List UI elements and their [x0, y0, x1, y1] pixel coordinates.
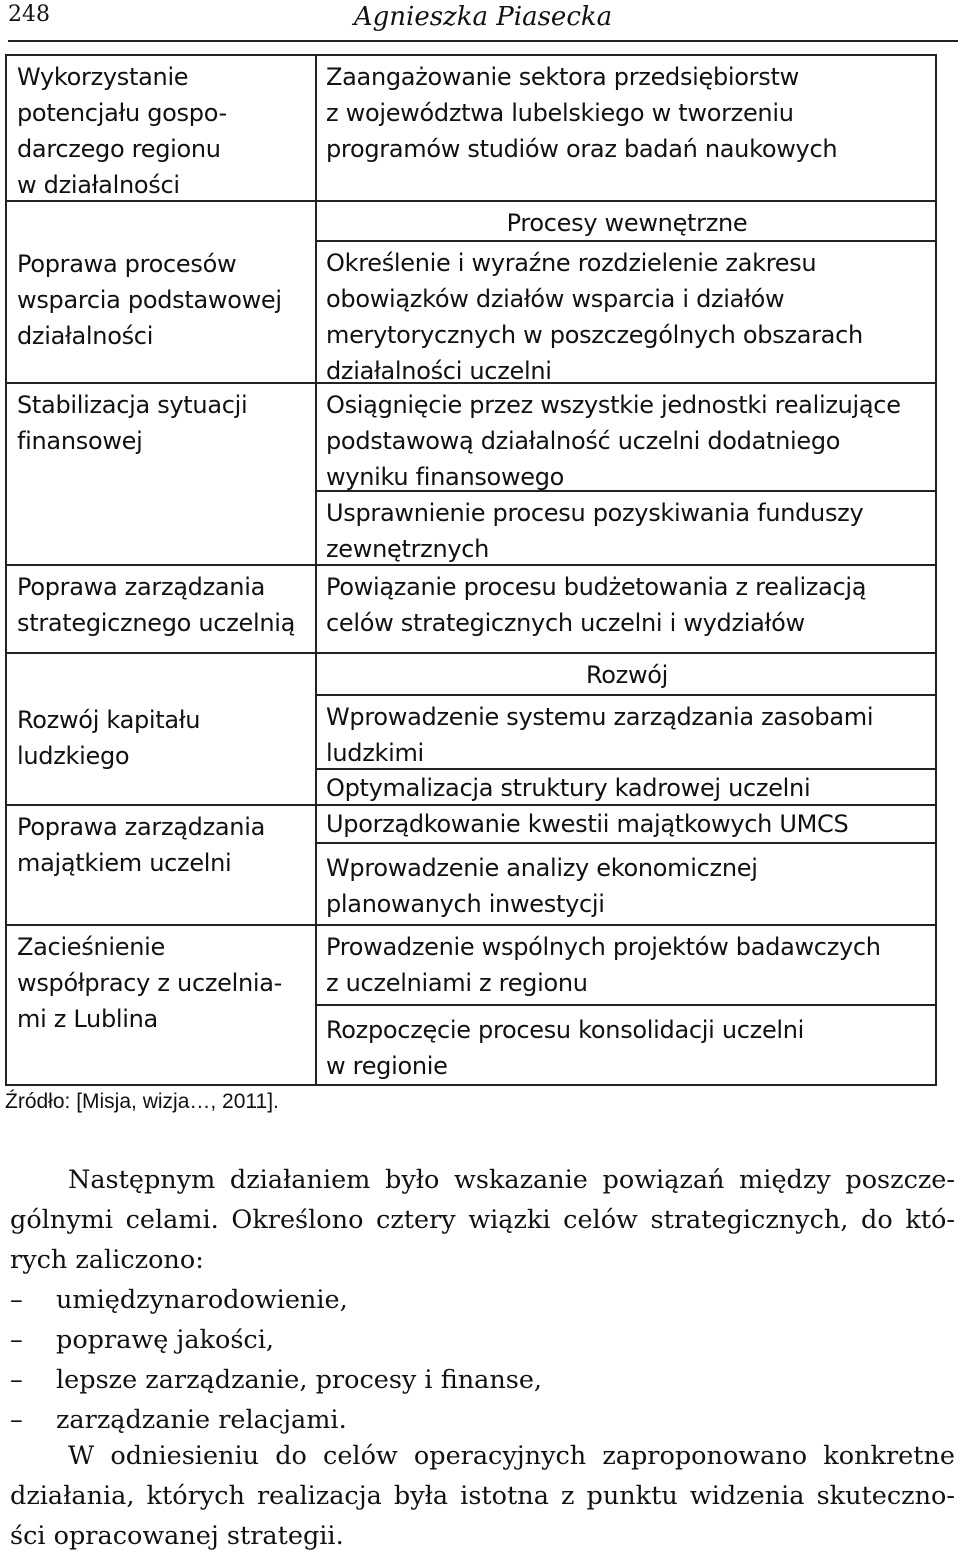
strategic-goals-list — [10, 1280, 950, 1440]
table-cell-right: Prowadzenie wspólnych projektów badawczych z uczelniami z regionu — [315, 924, 937, 1006]
list-item: – umiędzynarodowienie, — [10, 1280, 950, 1320]
table-cell-left: Stabilizacja sytuacji finansowej — [5, 382, 317, 566]
table-cell-right: Zaangażowanie sektora przedsiębiorstw z województwa lubelskiego w tworzeniu programów studiów oraz badań naukowych — [315, 54, 937, 202]
table-cell-left: Poprawa zarządzania majątkiem uczelni — [5, 804, 317, 926]
table-section-header: Procesy wewnętrzne — [315, 200, 937, 242]
running-head-author: Agnieszka Piasecka — [353, 2, 613, 32]
list-dash: – — [10, 1365, 23, 1395]
body-paragraph-2: W odniesieniu do celów operacyjnych zaproponowano konkretne działania, których realizacja była istotna z punktu widzenia skuteczno-ści opracowanej strategii. — [10, 1441, 955, 1551]
list-item: – zarządzanie relacjami. — [10, 1400, 950, 1440]
list-dash: – — [10, 1325, 23, 1355]
table-source-note: Źródło: [Misja, wizja…, 2011]. — [5, 1090, 279, 1113]
page-number: 248 — [8, 2, 50, 27]
table-cell-right: Wprowadzenie analizy ekonomicznej planowanych inwestycji — [315, 842, 937, 926]
table-cell-left: Rozwój kapitału ludzkiego — [5, 652, 317, 806]
table-cell-left: Wykorzystanie potencjału gospo- darczego regionu w działalności — [5, 54, 317, 202]
table-cell-right: Usprawnienie procesu pozyskiwania funduszy zewnętrznych — [315, 490, 937, 566]
table-cell-right: Rozpoczęcie procesu konsolidacji uczelni w regionie — [315, 1004, 937, 1086]
list-dash: – — [10, 1405, 23, 1435]
list-item: – lepsze zarządzanie, procesy i finanse, — [10, 1360, 950, 1400]
list-dash: – — [10, 1285, 23, 1315]
page-header — [8, 0, 958, 42]
table-cell-right: Wprowadzenie systemu zarządzania zasobami ludzkimi — [315, 694, 937, 770]
table-section-header: Rozwój — [315, 652, 937, 696]
table-cell-right: Uporządkowanie kwestii majątkowych UMCS — [315, 804, 937, 844]
list-item: – poprawę jakości, — [10, 1320, 950, 1360]
table-cell-left: Poprawa procesów wsparcia podstawowej działalności — [5, 200, 317, 384]
table-cell-left: Poprawa zarządzania strategicznego uczelnią — [5, 564, 317, 654]
strategy-table — [5, 54, 937, 1086]
table-cell-right: Określenie i wyraźne rozdzielenie zakresu obowiązków działów wsparcia i działów merytorycznych w poszczególnych obszarach działalności uczelni — [315, 240, 937, 384]
table-cell-left: Zacieśnienie współpracy z uczelnia- mi z Lublina — [5, 924, 317, 1086]
body-paragraph-1: Następnym działaniem było wskazanie powiązań między poszcze-gólnymi celami. Określono cztery wiązki celów strategicznych, do któ-rych zaliczono: — [10, 1165, 955, 1275]
table-cell-right: Osiągnięcie przez wszystkie jednostki realizujące podstawową działalność uczelni dodatniego wyniku finansowego — [315, 382, 937, 492]
table-cell-right: Optymalizacja struktury kadrowej uczelni — [315, 768, 937, 806]
table-cell-right: Powiązanie procesu budżetowania z realizacją celów strategicznych uczelni i wydziałów — [315, 564, 937, 654]
